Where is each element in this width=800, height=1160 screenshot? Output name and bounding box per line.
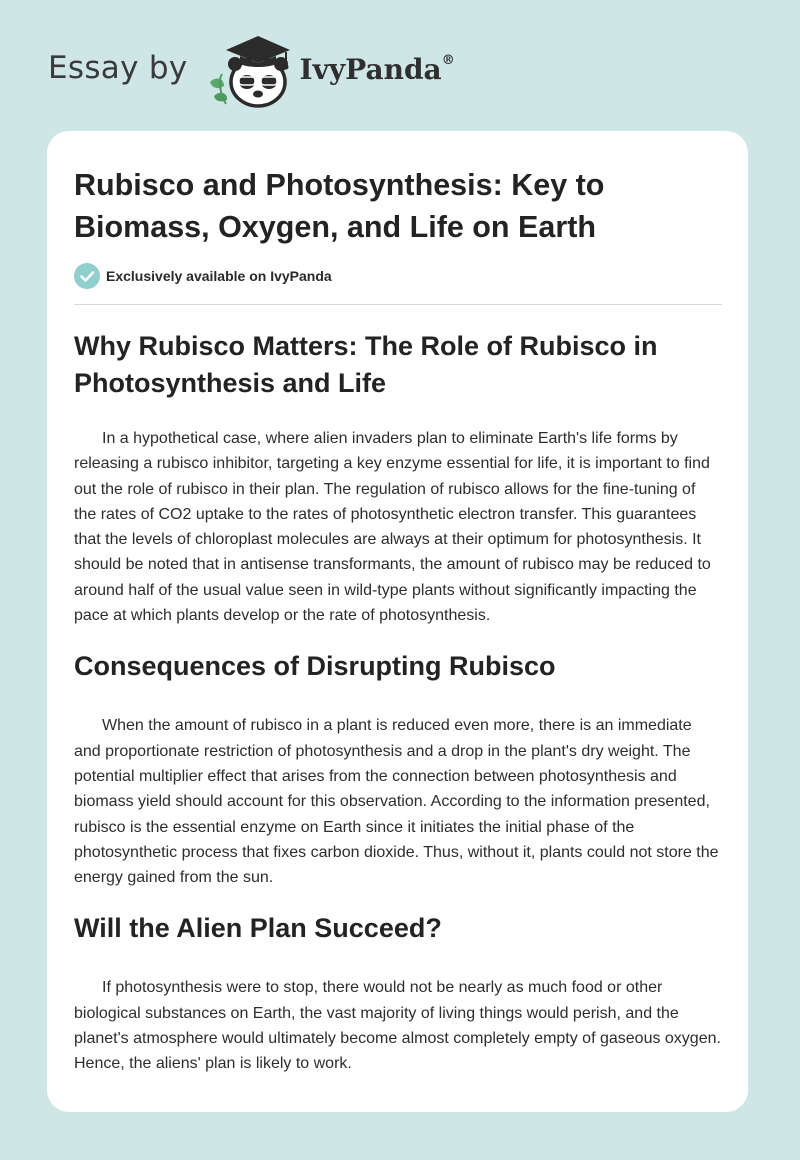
badge-text: Exclusively available on IvyPanda: [106, 268, 332, 284]
brand-name[interactable]: IvyPanda®: [299, 52, 455, 86]
section-disrupting-rubisco: [74, 648, 722, 890]
exclusive-badge: [74, 263, 722, 305]
ivypanda-logo-icon[interactable]: [202, 30, 298, 110]
section-heading: Consequences of Disrupting Rubisco: [74, 651, 556, 682]
page-title: Rubisco and Photosynthesis: Key to Biomass, Oxygen, and Life on Earth: [74, 168, 605, 244]
section-heading: Why Rubisco Matters: The Role of Rubisco in Photosynthesis and Life: [74, 331, 658, 398]
section-alien-plan: [74, 910, 722, 1076]
registered-mark: ®: [441, 53, 455, 69]
section-paragraph: If photosynthesis were to stop, there would not be nearly as much food or other biological substances on Earth, the vast majority of living things would perish, and the planet's atmosphere would ultimately become almost completely empty of gaseous oxygen. Hence, the aliens' plan is likely to work.: [74, 979, 721, 1073]
section-rubisco-role: [74, 328, 722, 628]
brand-prefix: Essay by: [48, 50, 188, 86]
brand-header: [48, 30, 455, 110]
section-heading: Will the Alien Plan Succeed?: [74, 913, 442, 944]
essay-card: [47, 131, 748, 1112]
check-circle-icon: [74, 263, 100, 289]
section-paragraph: In a hypothetical case, where alien invaders plan to eliminate Earth's life forms by releasing a rubisco inhibitor, targeting a key enzyme essential for life, it is important to find out the role of rubisco in their plan. The regulation of rubisco allows for the fine-tuning of the rates of CO2 uptake to the rates of photosynthetic electron transfer. This guarantees that the levels of chloroplast molecules are always at their optimum for photosynthesis. It should be noted that in antisense transformants, the amount of rubisco may be reduced to around half of the usual value seen in wild-type plants without significantly impacting the pace at which plants develop or the rate of photosynthesis.: [74, 430, 711, 625]
section-paragraph: When the amount of rubisco in a plant is reduced even more, there is an immediate and proportionate restriction of photosynthesis and a drop in the plant's dry weight. The potential multiplier effect that arises from the connection between photosynthesis and biomass yield should account for this observation. According to the information presented, rubisco is the essential enzyme on Earth since it initiates the initial phase of the photosynthetic process that fixes carbon dioxide. Thus, without it, plants could not store the energy gained from the sun.: [74, 717, 719, 887]
